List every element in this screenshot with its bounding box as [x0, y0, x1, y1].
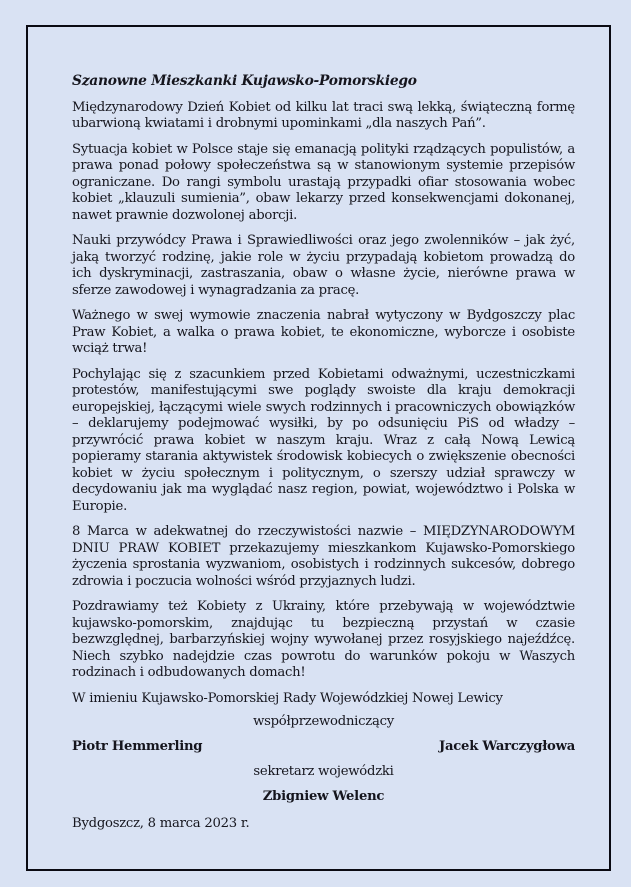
body-paragraph: Ważnego w swej wymowie znaczenia nabrał wytyczony w Bydgoszczy plac Praw Kobiet, a walka o prawa kobiet, te ekonomiczne, wyborcze i osobiste wciąż trwa! — [72, 308, 575, 356]
signatory-right-name: Jacek Warczygłowa — [438, 739, 575, 754]
body-paragraph: Pozdrawiamy też Kobiety z Ukrainy, które przebywają w województwie kujawsko-pomorskim, znajdując tu bezpieczną przystań w czasie bezwzględnej, barbarzyńskiej wojny wywołanej przez rosyjskiego najeźdźcę. Niech szybko nadejdzie czas powrotu do warunków pokoju w Waszych rodzinach i odbudowanych domach! — [72, 599, 575, 680]
salutation-heading: Szanowne Mieszkanki Kujawsko-Pomorskiego — [72, 73, 417, 89]
secretary-name: Zbigniew Welenc — [262, 789, 385, 804]
on-behalf-line: W imieniu Kujawsko-Pomorskiej Rady Wojewódzkiej Nowej Lewicy — [72, 690, 503, 706]
body-paragraph: Międzynarodowy Dzień Kobiet od kilku lat traci swą lekką, świąteczną formę ubarwioną kwiatami i drobnymi upominkami „dla naszych Pań”. — [72, 99, 575, 131]
letter-sheet — [26, 25, 611, 871]
co-chairs-names-row — [72, 739, 575, 756]
body-paragraph: 8 Marca w adekwatnej do rzeczywistości nazwie – MIĘDZYNARODOWYM DNIU PRAW KOBIET przekazujemy mieszkankom Kujawsko-Pomorskiego życzenia sprostania wyzwaniom, osobistych i rodzinnych sukcesów, dobrego zdrowia i poczucia wolności wśród przyjaznych ludzi. — [72, 524, 575, 589]
body-paragraph: Pochylając się z szacunkiem przed Kobietami odważnymi, uczestniczkami protestów, manifestującymi swe poglądy swoiste dla kraju demokracji europejskiej, łączącymi wiele swych rodzinnych i pracowniczych obowiązków – deklarujemy podejmować wysiłki, by po odsunięciu PiS od władzy – przywrócić prawa kobiet w naszym kraju. Wraz z całą Nową Lewicą popieramy starania aktywistek środowisk kobiecych o zwiększenie obecności kobiet w życiu społecznym i politycznym, o szerszy udział sprawczy w decydowaniu jak ma wyglądać nasz region, powiat, województwo i Polska w Europie. — [72, 366, 575, 514]
body-paragraph: Nauki przywódcy Prawa i Sprawiedliwości oraz jego zwolenników – jak żyć, jaką tworzyć rodzinę, jakie role w życiu przypadają kobietom prowadzą do ich dyskryminacji, zastraszania, obaw o własne życie, nierówne prawa w sferze zawodowej i wynagradzania za pracę. — [72, 233, 575, 298]
signatory-left-name: Piotr Hemmerling — [72, 739, 203, 754]
place-date-line: Bydgoszcz, 8 marca 2023 r. — [72, 815, 250, 831]
body-paragraph: Sytuacja kobiet w Polsce staje się emanacją polityki rządzących populistów, a prawa ponad połowy społeczeństwa są w stanowionym systemie przepisów ograniczane. Do rangi symbolu urastają przypadki ofiar stosowania wobec kobiet „klauzuli sumienia”, obaw lekarzy przed konsekwencjami dokonanej, nawet prawnie dozwolonej aborcji. — [72, 141, 575, 223]
co-chairs-title: współprzewodniczący — [253, 714, 394, 729]
secretary-title: sekretarz wojewódzki — [253, 764, 394, 779]
